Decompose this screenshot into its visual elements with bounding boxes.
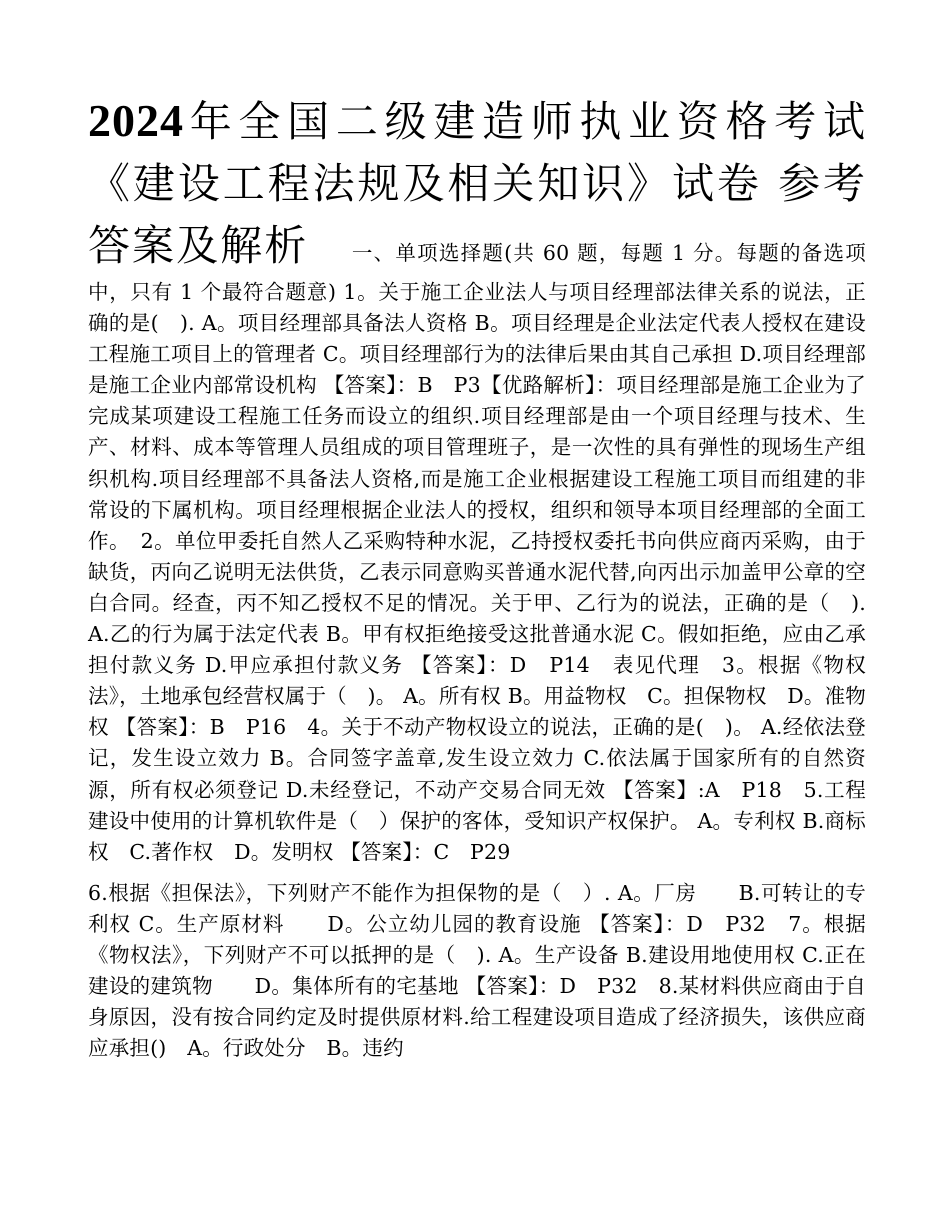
document-paragraph-2: 6.根据《担保法》，下列财产不能作为担保物的是（ ）. A。厂房 B.可转让的专利权 C。生产原材料 D。公立幼儿园的教育设施 【答案】：D P32 7。根据《物权法》，下列财产不可以抵押的是（ ). A。生产设备 B.建设用地使用权 C.正在建设的建筑物 D。集体所有的宅基地 【答案】：D P32 8.某材料供应商由于自身原因，没有按合同约定及时提供原材料.给工程建设项目造成了经济损失，该供应商应承担() A。行政处分 B。违约 — [88, 880, 866, 1061]
paragraph-gap — [88, 868, 866, 878]
document-page — [88, 90, 866, 1064]
document-title-text: 年全国二级建造师执业资格考试《建设工程法规及相关知识》试卷 参考答案及解析 — [88, 97, 866, 270]
document-paragraph-1: 一、单项选择题(共 60 题，每题 1 分。每题的备选项中，只有 1 个最符合题意) 1。关于施工企业法人与项目经理部法律关系的说法，正确的是( ). A。项目经理部具备法人资格 B。项目经理是企业法定代表人授权在建设工程施工项目上的管理者 C。项目经理部行为的法律后果由其自己承担 D.项目经理部是施工企业内部常设机构 【答案】：B P3【优路解析】：项目经理部是施工企业为了完成某项建设工程施工任务而设立的组织.项目经理部是由一个项目经理与技术、生产、材料、成本等管理人员组成的项目管理班子，是一次性的具有弹性的现场生产组织机构.项目经理部不具备法人资格,而是施工企业根据建设工程施工项目而组建的非常设的下属机构。项目经理根据企业法人的授权，组织和领导本项目经理部的全面工作。 2。单位甲委托自然人乙采购特种水泥，乙持授权委托书向供应商丙采购，由于缺货，丙向乙说明无法供货，乙表示同意购买普通水泥代替,向丙出示加盖甲公章的空白合同。经查，丙不知乙授权不足的情况。关于甲、乙行为的说法，正确的是（ ). A.乙的行为属于法定代表 B。甲有权拒绝接受这批普通水泥 C。假如拒绝，应由乙承担付款义务 D.甲应承担付款义务 【答案】：D P14 表见代理 3。根据《物权法》，土地承包经营权属于（ )。 A。所有权 B。用益物权 C。担保物权 D。准物权 【答案】：B P16 4。关于不动产物权设立的说法，正确的是( )。 A.经依法登记，发生设立效力 B。合同签字盖章,发生设立效力 C.依法属于国家所有的自然资源，所有权必须登记 D.未经登记，不动产交易合同无效 【答案】:A P18 5.工程建设中使用的计算机软件是（ ）保护的客体，受知识产权保护。 A。专利权 B.商标权 C.著作权 D。发明权 【答案】：C P29 — [88, 241, 866, 864]
document-body — [88, 90, 866, 868]
document-title-year: 2024 — [88, 95, 184, 146]
